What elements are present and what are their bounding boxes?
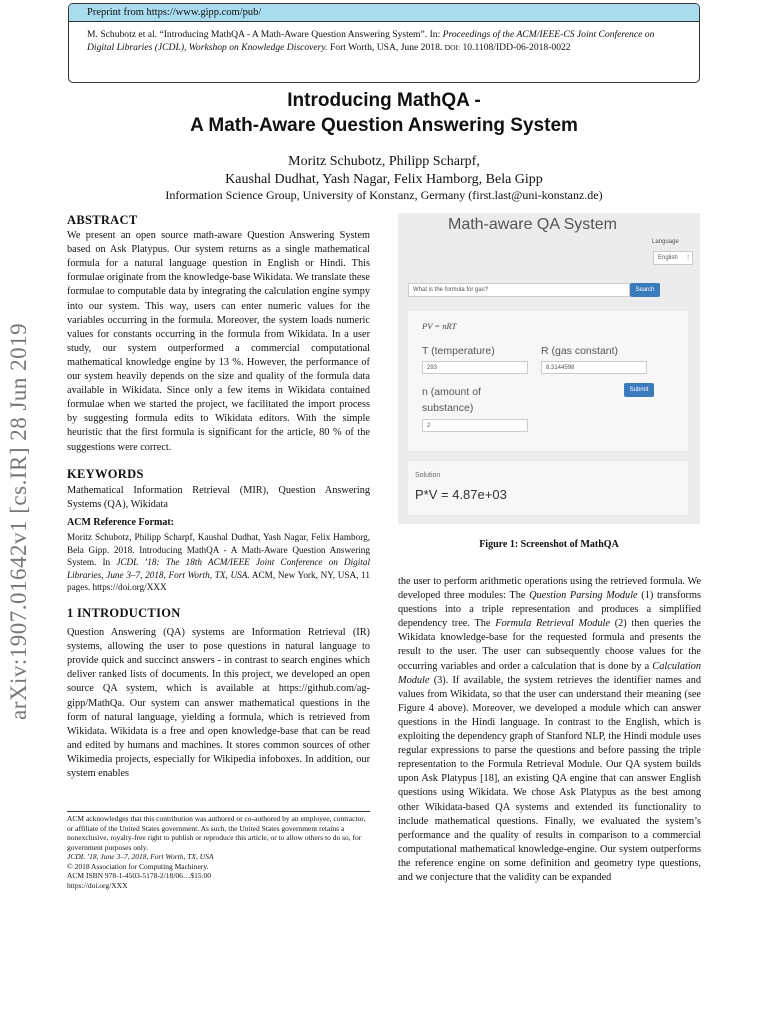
keywords-heading: KEYWORDS — [67, 466, 144, 481]
acm-ref-heading: ACM Reference Format: — [67, 516, 174, 528]
doi[interactable]: 10.1108/IDD-06-2018-0022 — [460, 42, 571, 53]
arxiv-stamp: arXiv:1907.01642v1 [cs.IR] 28 Jun 2019 — [6, 322, 31, 720]
preprint-box — [68, 3, 700, 83]
title-line-1: Introducing MathQA - — [287, 90, 481, 111]
var2-label: R (gas constant) — [541, 345, 619, 357]
intro-heading: 1 INTRODUCTION — [67, 605, 181, 620]
intro-text: Question Answering (QA) systems are Information Retrieval (IR) systems, allowing the user to pose questions in natural language to provide quick and succinct answers - in contrast to search engines which deliver ranked lists of documents. In this project, we developed an open source QA system, which is available at https://github.com/ag-gipp/MathQa. Our system can answer mathematical questions in the form of natural language, yielding a formula, which is retrieved from Wikidata. Wikidata is a free and open knowledge-base that can be read and edited by humans and machines. It stores common sources of other Wikimedia projects, especially for Wikipedia infoboxes. In addition, our system enables — [67, 627, 370, 779]
paper-title — [0, 88, 768, 138]
title-line-2: A Math-Aware Question Answering System — [190, 115, 578, 136]
var3-input[interactable]: 2 — [422, 419, 528, 432]
figure-screenshot — [398, 213, 700, 524]
var3-label: n (amount of substance) — [422, 386, 481, 414]
authors-line-1: Moritz Schubotz, Philipp Scharpf, — [288, 154, 480, 169]
solution-panel — [408, 461, 688, 515]
formula-panel — [408, 311, 688, 451]
language-label: Language — [652, 239, 679, 245]
footnote-copyright: © 2018 Association for Computing Machinery. — [67, 861, 209, 871]
citation-pre: M. Schubotz et al. “Introducing MathQA - A Math-Aware Question Answering System”. In: — [87, 29, 443, 40]
authors — [0, 153, 768, 189]
search-input[interactable]: What is the formula for gas? — [408, 283, 630, 297]
footnote-isbn: ACM ISBN 978-1-4503-5178-2/18/06…$15.00 — [67, 871, 211, 880]
keywords-text: Mathematical Information Retrieval (MIR), Question Answering Systems (QA), Wikidata — [67, 484, 370, 510]
search-button[interactable]: Search — [630, 283, 660, 297]
footnote — [67, 811, 370, 890]
solution-label: Solution — [415, 472, 441, 479]
footnote-venue: JCDL ’18, June 3–7, 2018, Fort Worth, TX, USA — [67, 852, 214, 861]
authors-line-2: Kaushal Dudhat, Yash Nagar, Felix Hamborg, Bela Gipp — [225, 172, 543, 187]
preprint-header[interactable]: Preprint from https://www.gipp.com/pub/ — [69, 4, 699, 22]
footnote-doi[interactable]: https://doi.org/XXX — [67, 880, 128, 890]
app-title: Math-aware QA System — [448, 216, 617, 233]
formula: PV = nRT — [422, 321, 457, 331]
calculation-module: Calculation Module — [398, 660, 701, 686]
affiliation: Information Science Group, University of Konstanz, Germany (first.last@uni-konstanz.de) — [165, 188, 603, 202]
citation-venue: Proceedings of the ACM/IEEE-CS Joint Conference on Digital Libraries (JCDL), Workshop on Knowledge Discovery. — [87, 29, 655, 53]
language-select[interactable]: English ⁝ — [653, 251, 693, 265]
left-column — [67, 213, 370, 781]
abstract-heading: ABSTRACT — [67, 213, 138, 227]
question-parsing-module: Question Parsing Module — [529, 590, 638, 602]
var2-input[interactable]: 8.3144598 — [541, 361, 647, 374]
abstract-text: We present an open source math-aware Question Answering System based on Ask Platypus. Our system returns as a single mathematical formula for a natural language question in English or Hindi. This formulae originate from the knowledge-base Wikidata. We translate these formulae to computable data by integrating the calculation engine sympy into our system. This way, users can enter numeric values for the variables occurring in the formula. Moreover, the system loads numeric values for constants occurring in the formula from Wikidata. In a user study, our system outperformed a commercial computational mathematical knowledge engine by 13 %. However, the performance of our system heavily depends on the size and quality of the formula data available in Wikidata. Since only a few items in Wikidata contained formulae when we started the project, we facilitated the import process by suggesting formula edits to Wikidata editors. With the simple heuristic that the first formula is significant for the article, 80 % of the suggestions were correct. — [67, 230, 370, 453]
select-caret-icon: ⁝ — [687, 255, 689, 261]
var1-input[interactable]: 293 — [422, 361, 528, 374]
acm-ref-text: Moritz Schubotz, Philipp Scharpf, Kaushal Dudhat, Yash Nagar, Felix Hamborg, Bela Gipp. 2018. Introducing MathQA - A Math-Aware Question Answering System. In JCDL ’18: The 18th ACM/IEEE Joint Conference on Digital Libraries, June 3–7, 2018, Fort Worth, TX, USA. ACM, New York, NY, USA, 11 pages. https://doi.org/XXX — [67, 531, 371, 593]
formula-retrieval-module: Formula Retrieval Module — [495, 618, 610, 630]
right-column-text: the user to perform arithmetic operations using the retrieved formula. We developed three modules: The Question Parsing Module (1) transforms questions into a triple representation and produces a simplified dependency tree. The Formula Retrieval Module (2) then queries the Wikidata knowledge-base for the requested formula and presents the result to the user. The user can subsequently choose values for the occurring variables and order a calculation that is done by a Calculation Module (3). If available, the system retrieves the identifier names and values from Wikidata, so that the user can understand their meaning (see Figure 4 above). Moreover, we developed a module which can answer questions in the Hindi language. In contrast to the English, which is exploiting the dependency graph of Stanford NLP, the Hindi module uses regular expressions to parse the questions and before passing the triple representation to the Formula Retrieval Module. Our QA system builds upon Ask Platypus [18], an existing QA engine that can answer English questions using Wikidata. We chose Ask Platypus as the best among other Wikidata-based QA systems and extended its functionality to include mathematical questions. Finally, we evaluated the system’s performance and the quality of results in comparison to a commercial computational mathematical knowledge-engine. Our system outperforms the reference engine on some definition and geometry type questions, and we conjecture that the validity can be expanded — [398, 576, 701, 883]
citation-post: Fort Worth, USA, June 2018. — [327, 42, 445, 53]
doi-label: DOI: — [444, 43, 461, 52]
var1-label: T (temperature) — [422, 345, 495, 357]
citation — [69, 22, 699, 54]
submit-button[interactable]: Submit — [624, 383, 654, 397]
footnote-acm: ACM acknowledges that this contribution was authored or co-authored by an employee, contractor, or affiliate of the United States government. As such, the United States government retains a nonexclusive, royalty-free right to publish or reproduce this article, or to allow others to do so, for government purposes only. — [67, 814, 366, 852]
figure-caption: Figure 1: Screenshot of MathQA — [479, 539, 619, 550]
solution-value: P*V = 4.87e+03 — [415, 487, 507, 502]
